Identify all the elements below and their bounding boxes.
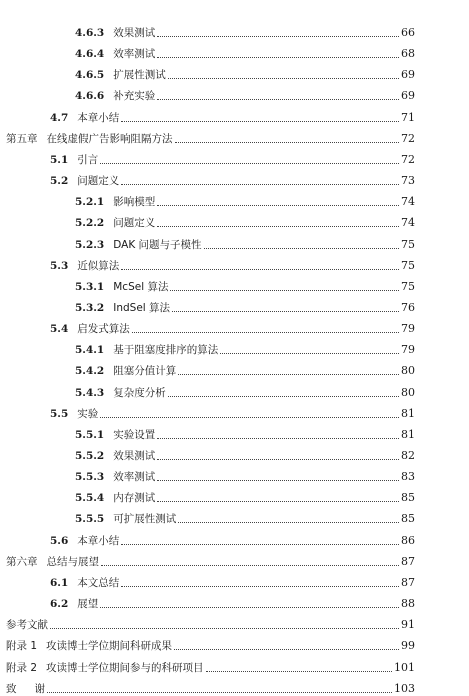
toc-leader-dots — [132, 331, 399, 333]
toc-entry-title: 阻塞分值计算 — [113, 365, 177, 378]
toc-entry[interactable] — [50, 255, 415, 273]
toc-leader-dots — [101, 564, 399, 566]
toc-entry-page: 99 — [401, 639, 415, 653]
toc-entry-number: 5.2.2 — [75, 217, 105, 230]
toc-entry-title: 启发式算法 — [77, 323, 130, 336]
toc-entry-number: 5.5 — [50, 407, 69, 420]
toc-entry-number: 4.6.5 — [75, 69, 105, 82]
toc-entry-number: 5.1 — [50, 153, 69, 166]
toc-entry-title: IndSel 算法 — [113, 301, 171, 314]
toc-entry-number: 4.6.3 — [75, 27, 105, 39]
toc-entry-number: 5.4.1 — [75, 344, 105, 357]
toc-entry[interactable] — [75, 424, 415, 442]
toc-entry-page: 76 — [401, 300, 415, 314]
toc-leader-dots — [157, 56, 399, 58]
toc-entry-number: 5.5.2 — [75, 450, 105, 462]
toc-leader-dots — [100, 606, 399, 608]
toc-entry-title: 效率测试 — [113, 471, 156, 484]
toc-entry[interactable] — [75, 276, 415, 294]
toc-entry-page: 75 — [401, 279, 415, 293]
toc-entry[interactable] — [75, 191, 415, 209]
toc-leader-dots — [220, 352, 399, 354]
toc-leader-dots — [172, 310, 399, 312]
toc-leader-dots — [206, 670, 392, 672]
toc-entry[interactable] — [75, 64, 415, 82]
toc-entry[interactable] — [75, 466, 415, 484]
toc-entry-page: 69 — [401, 68, 415, 82]
toc-entry-title: 引言 — [77, 153, 99, 166]
toc-entry[interactable] — [50, 593, 415, 611]
toc-entry-page: 87 — [401, 575, 415, 589]
toc-entry[interactable] — [6, 128, 415, 146]
toc-entry-page: 88 — [401, 597, 415, 611]
toc-leader-dots — [157, 458, 399, 460]
toc-entry-page: 73 — [401, 174, 415, 188]
toc-entry-number: 5.3.1 — [75, 280, 105, 293]
toc-entry-title: 在线虚假广告影响阻隔方法 — [46, 132, 173, 145]
toc-entry-title: 问题定义 — [113, 217, 156, 230]
toc-entry[interactable] — [6, 614, 415, 632]
toc-entry-page: 68 — [401, 47, 415, 61]
toc-leader-dots — [100, 162, 399, 164]
toc-entry-page: 85 — [401, 491, 415, 505]
toc-entry[interactable] — [6, 657, 415, 675]
toc-leader-dots — [100, 416, 399, 418]
toc-entry[interactable] — [75, 22, 415, 40]
toc-entry-page: 79 — [401, 343, 415, 357]
toc-entry-number: 4.7 — [50, 111, 69, 124]
toc-leader-dots — [157, 225, 399, 227]
toc-entry-number: 5.4 — [50, 323, 69, 336]
toc-entry-title: 本章小结 — [77, 534, 120, 547]
toc-entry[interactable] — [50, 170, 415, 188]
toc-entry-title: 参考文献 — [6, 619, 48, 632]
toc-entry[interactable] — [50, 318, 415, 336]
toc-entry-title: 实验设置 — [113, 428, 156, 441]
toc-entry-number: 5.6 — [50, 534, 69, 547]
toc-entry-title: 总结与展望 — [46, 555, 99, 568]
toc-entry-number: 5.3 — [50, 259, 69, 272]
toc-entry-title: 问题定义 — [77, 175, 120, 188]
toc-leader-dots — [157, 437, 399, 439]
toc-entry-page: 80 — [401, 385, 415, 399]
toc-entry[interactable] — [6, 678, 415, 696]
toc-entry-page: 83 — [401, 470, 415, 484]
toc-entry-title: 攻读博士学位期间参与的科研项目 — [46, 661, 204, 674]
toc-entry-number: 5.2.1 — [75, 196, 105, 209]
toc-entry-number: 5.5.5 — [75, 513, 105, 526]
toc-entry-number: 4.6.4 — [75, 48, 105, 61]
toc-leader-dots — [121, 585, 399, 587]
toc-entry-page: 71 — [401, 110, 415, 124]
toc-entry[interactable] — [75, 85, 415, 103]
toc-entry-page: 74 — [401, 195, 415, 209]
toc-entry-title: 效果测试 — [113, 450, 156, 462]
toc-leader-dots — [157, 35, 399, 37]
toc-entry-page: 91 — [401, 618, 415, 632]
toc-entry-title: 基于阻塞度排序的算法 — [113, 344, 219, 357]
toc-entry-number: 5.5.3 — [75, 471, 105, 484]
toc-entry[interactable] — [6, 635, 415, 653]
toc-entry[interactable] — [75, 445, 415, 463]
toc-leader-dots — [157, 500, 399, 502]
toc-leader-dots — [168, 395, 399, 397]
toc-leader-dots — [174, 648, 399, 650]
toc-entry-number: 5.3.2 — [75, 301, 105, 314]
toc-entry-number: 6.2 — [50, 598, 69, 611]
toc-entry-title: 近似算法 — [77, 259, 120, 272]
toc-entry-title: 内存测试 — [113, 492, 156, 505]
toc-entry[interactable] — [50, 403, 415, 421]
toc-entry-page: 87 — [401, 554, 415, 568]
toc-entry-page: 72 — [401, 152, 415, 166]
toc-entry-title: 展望 — [77, 598, 99, 611]
toc-leader-dots — [178, 521, 399, 523]
toc-entry-page: 75 — [401, 258, 415, 272]
toc-entry-title: 实验 — [77, 407, 99, 420]
toc-entry-number: 5.5.4 — [75, 492, 105, 505]
toc-entry-title: 本文总结 — [77, 576, 120, 589]
toc-leader-dots — [121, 120, 399, 122]
toc-entry[interactable] — [75, 382, 415, 400]
toc-leader-dots — [168, 77, 399, 79]
toc-entry-page: 80 — [401, 364, 415, 378]
toc-entry-page: 66 — [401, 26, 415, 39]
toc-entry[interactable] — [50, 107, 415, 125]
toc-entry[interactable] — [50, 572, 415, 590]
toc-leader-dots — [204, 247, 399, 249]
toc-entry-title: 补充实验 — [113, 90, 156, 103]
toc-entry-page: 72 — [401, 131, 415, 145]
toc-entry[interactable] — [75, 43, 415, 61]
toc-entry-page: 82 — [401, 449, 415, 462]
toc-entry-number: 第六章 — [6, 555, 38, 568]
toc-entry-number: 5.4.3 — [75, 386, 105, 399]
toc-leader-dots — [50, 627, 399, 629]
toc-entry-title: 扩展性测试 — [113, 69, 166, 82]
toc-entry-title: 影响模型 — [113, 196, 156, 209]
toc-entry-title: 本章小结 — [77, 111, 120, 124]
toc-entry-title: DAK 问题与子模性 — [113, 238, 202, 251]
toc-leader-dots — [121, 268, 399, 270]
toc-entry-title: 复杂度分析 — [113, 386, 166, 399]
toc-entry-page: 81 — [401, 427, 415, 441]
toc-entry-page: 85 — [401, 512, 415, 526]
toc-leader-dots — [121, 183, 399, 185]
toc-entry-page: 81 — [401, 406, 415, 420]
toc-entry[interactable] — [50, 530, 415, 548]
toc-entry[interactable] — [50, 149, 415, 167]
toc-entry-number: 5.2 — [50, 175, 69, 188]
toc-entry[interactable] — [75, 234, 415, 252]
toc-entry-number: 5.2.3 — [75, 238, 105, 251]
toc-entry[interactable] — [75, 360, 415, 378]
toc-entry[interactable] — [75, 339, 415, 357]
toc-entry[interactable] — [6, 551, 415, 569]
toc-entry-page: 74 — [401, 216, 415, 230]
toc-entry[interactable] — [75, 487, 415, 505]
toc-entry-title: 攻读博士学位期间科研成果 — [46, 640, 173, 653]
toc-entry-number: 5.4.2 — [75, 365, 105, 378]
toc-leader-dots — [175, 141, 400, 143]
toc-leader-dots — [157, 98, 399, 100]
toc-leader-dots — [178, 373, 399, 375]
toc-entry-title: 效率测试 — [113, 48, 156, 61]
toc-entry-title: 谢 — [34, 682, 45, 695]
toc-entry[interactable] — [75, 212, 415, 230]
toc-entry-page: 75 — [401, 237, 415, 251]
toc-entry-number: 4.6.6 — [75, 90, 105, 103]
toc-entry-page: 101 — [394, 660, 415, 674]
toc-entry-page: 69 — [401, 89, 415, 103]
toc-entry-page: 86 — [401, 533, 415, 547]
toc-entry-title: McSel 算法 — [113, 280, 169, 293]
toc-entry-number: 6.1 — [50, 576, 69, 589]
toc-entry-number: 第五章 — [6, 132, 38, 145]
toc-entry-number: 致 — [6, 682, 17, 695]
toc-entry-page: 79 — [401, 322, 415, 336]
toc-leader-dots — [157, 479, 399, 481]
toc-entry[interactable] — [75, 508, 415, 526]
toc-entry-title: 可扩展性测试 — [113, 513, 177, 526]
toc-leader-dots — [170, 289, 399, 291]
toc-entry-number: 附录 2 — [6, 661, 38, 674]
toc-entry-title: 效果测试 — [113, 27, 156, 39]
toc-entry-number: 5.5.1 — [75, 428, 105, 441]
toc-leader-dots — [157, 204, 399, 206]
toc-entry[interactable] — [75, 297, 415, 315]
toc-entry-number: 附录 1 — [6, 640, 38, 653]
toc-leader-dots — [121, 543, 399, 545]
toc-entry-page: 103 — [394, 681, 415, 695]
